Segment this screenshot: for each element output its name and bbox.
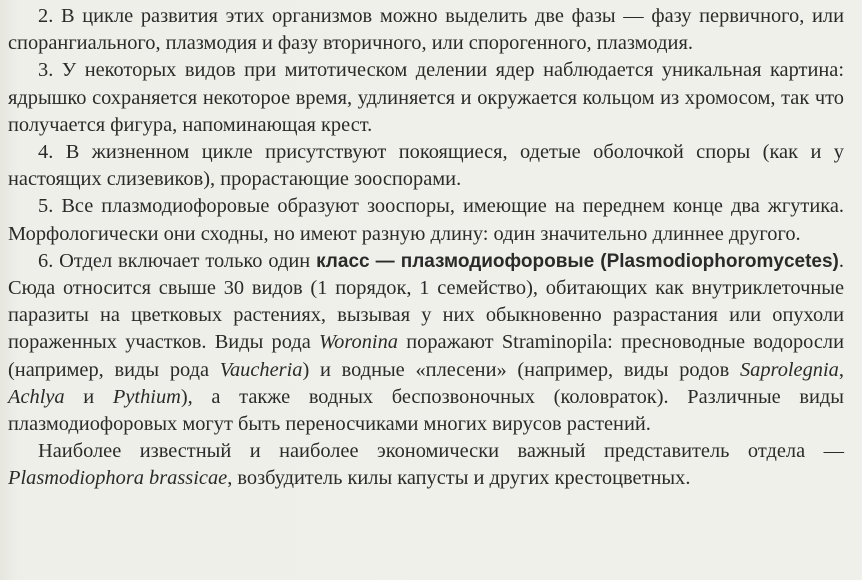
- genus-vaucheria: Vaucheria: [219, 358, 303, 381]
- genus-woronina: Woronina: [319, 331, 398, 354]
- paragraph-6: [8, 248, 844, 438]
- species-plasmodiophora-brassicae: Plasmodiophora brassicae: [8, 467, 228, 490]
- p6-text-6: и: [64, 385, 113, 408]
- paragraph-4: 4. В жизненном цикле присутствуют покоящиеся, одетые оболочкой споры (как и у настоящих слизевиков), прорастающие зооспорами.: [8, 141, 844, 191]
- p6-text-4: ) и водные «плесени» (например, виды родов: [302, 358, 740, 381]
- paragraph-3: 3. У некоторых видов при митотическом делении ядер наблюдается уникальная картина: ядрышко сохраняется некоторое время, удлиняется и окружается кольцом из хромосом, так что получается фигура, напоминающая крест.: [8, 59, 844, 136]
- p7-text-1: Наиболее известный и наиболее экономически важный представитель отдела —: [38, 440, 844, 463]
- p6-text-1: 6. Отдел включает только один: [38, 249, 317, 272]
- p6-text-7: ), а также водных беспозвоночных (коловраток). Различные виды плазмодиофоровых могут быть переносчиками многих вирусов растений.: [8, 385, 845, 436]
- paragraph-7: [8, 438, 844, 492]
- class-name-bold: класс — плазмодиофоровые (Plasmodiophoromycetes): [316, 250, 839, 272]
- p7-text-2: , возбудитель килы капусты и других крестоцветных.: [227, 467, 691, 490]
- p6-text-5: ,: [838, 358, 844, 381]
- genus-achlya: Achlya: [8, 385, 65, 408]
- p6-text-2: . Сюда относится свыше 30 видов (1 порядок, 1 семейство), обитающих как внутриклеточные паразиты на цветковых растениях, вызывая у них обыкновенно разрастания или опухоли пораженных участков. Виды рода: [8, 249, 844, 354]
- paragraph-5: 5. Все плазмодиофоровые образуют зооспоры, имеющие на переднем конце два жгутика. Морфологически они сходны, но имеют разную длину: один значительно длиннее другого.: [8, 195, 844, 245]
- genus-pythium: Pythium: [112, 385, 181, 408]
- genus-saprolegnia: Saprolegnia: [739, 358, 839, 381]
- p6-text-3: поражают Straminopila: пресноводные водоросли (например, виды рода: [8, 331, 845, 381]
- paragraph-2: 2. В цикле развития этих организмов можно выделить две фазы — фазу первичного, или спорангиального, плазмодия и фазу вторичного, или спорогенного, плазмодия.: [8, 5, 844, 55]
